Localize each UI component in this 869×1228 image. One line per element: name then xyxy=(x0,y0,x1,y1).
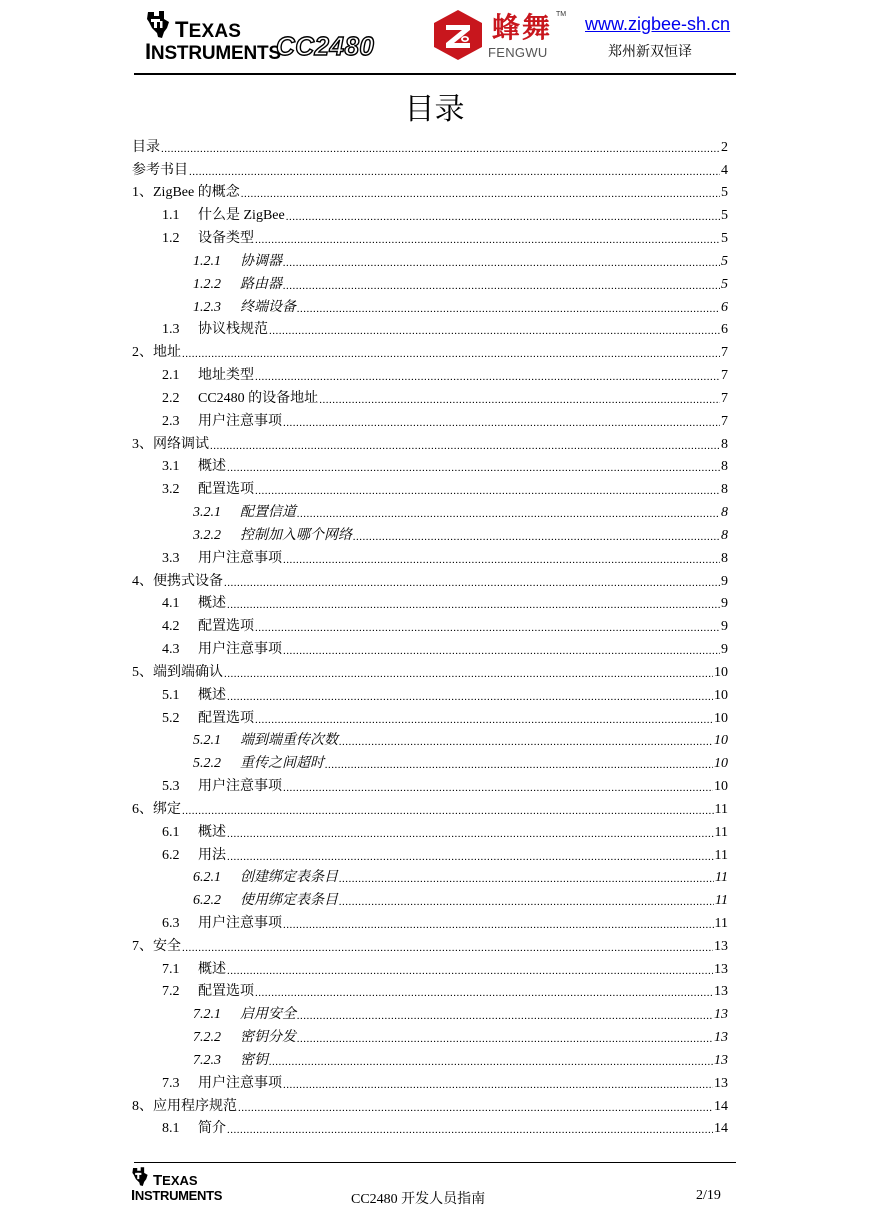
toc-entry[interactable] xyxy=(132,157,728,180)
toc-entry-page: 10 xyxy=(714,733,728,749)
toc-entry-text: 网络调试 xyxy=(153,436,209,452)
toc-entry[interactable] xyxy=(132,134,728,157)
toc-entry-label xyxy=(162,367,254,385)
toc-entry[interactable] xyxy=(132,796,728,819)
toc-entry[interactable] xyxy=(132,180,728,203)
toc-entry-number: 6、 xyxy=(132,801,153,817)
ti-wordmark-line2: INSTRUMENTS xyxy=(131,1187,223,1204)
toc-entry-number: 1.2 xyxy=(162,231,180,247)
toc-entry-page: 9 xyxy=(721,642,728,658)
toc-entry-text: 概述 xyxy=(198,961,226,977)
toc-entry-text: 用户注意事项 xyxy=(198,413,282,429)
toc-entry-label xyxy=(193,527,352,545)
toc-entry-label xyxy=(162,961,226,979)
toc-leader-dots xyxy=(182,346,720,362)
toc-entry-text: 绑定 xyxy=(153,801,181,817)
toc-entry[interactable] xyxy=(132,522,728,545)
toc-entry-number: 4、 xyxy=(132,573,153,589)
toc-entry-page: 5 xyxy=(721,276,728,292)
toc-entry-text: 终端设备 xyxy=(240,299,296,315)
toc-entry-page: 10 xyxy=(714,664,728,680)
toc-entry-label xyxy=(132,344,181,362)
toc-entry-label xyxy=(162,710,254,728)
toc-entry-number: 8、 xyxy=(132,1098,153,1114)
toc-entry[interactable] xyxy=(132,294,728,317)
toc-entry-number: 1.2.3 xyxy=(193,299,221,315)
fengwu-logo xyxy=(432,9,582,61)
toc-entry-page: 7 xyxy=(721,390,728,406)
toc-leader-dots xyxy=(161,141,720,157)
toc-entry-text: 地址类型 xyxy=(198,368,254,384)
toc-entry-label xyxy=(162,983,254,1001)
toc-entry[interactable] xyxy=(132,499,728,522)
toc-entry-label xyxy=(132,162,188,180)
toc-entry-text: 路由器 xyxy=(240,276,282,292)
toc-entry[interactable] xyxy=(132,979,728,1002)
toc-entry-page: 4 xyxy=(721,162,728,178)
chip-name: CC2480 xyxy=(276,31,375,61)
toc-entry-label xyxy=(162,687,226,705)
toc-entry[interactable] xyxy=(132,682,728,705)
toc-entry-number: 6.3 xyxy=(162,915,180,931)
toc-entry-text: 启用安全 xyxy=(240,1007,296,1023)
toc-entry-page: 5 xyxy=(721,185,728,201)
toc-entry-text: 用户注意事项 xyxy=(198,550,282,566)
footer-divider xyxy=(134,1162,736,1163)
toc-leader-dots xyxy=(255,483,720,499)
toc-entry-number: 6.1 xyxy=(162,824,180,840)
toc-entry-page: 7 xyxy=(721,368,728,384)
toc-entry-label xyxy=(193,1052,268,1070)
toc-entry-label xyxy=(132,436,209,454)
toc-leader-dots xyxy=(297,301,720,317)
toc-leader-dots xyxy=(283,415,720,431)
toc-entry-text: 概述 xyxy=(198,824,226,840)
toc-entry-page: 11 xyxy=(715,893,728,909)
toc-entry-label xyxy=(162,618,254,636)
toc-entry[interactable] xyxy=(132,591,728,614)
toc-entry-page: 11 xyxy=(714,915,728,931)
toc-leader-dots xyxy=(224,575,720,591)
ti-wordmark-line2: INSTRUMENTS xyxy=(145,39,281,64)
toc-entry[interactable] xyxy=(132,568,728,591)
toc-leader-dots xyxy=(283,255,720,271)
website-link[interactable]: www.zigbee-sh.cn xyxy=(585,14,731,34)
toc-entry-number: 2.3 xyxy=(162,413,180,429)
toc-entry-label xyxy=(162,1120,226,1138)
toc-entry-page: 11 xyxy=(715,870,728,886)
header-location: 郑州新双恒译 xyxy=(608,44,692,60)
toc-entry[interactable] xyxy=(132,887,728,910)
toc-entry-text: 安全 xyxy=(153,938,181,954)
toc-entry[interactable] xyxy=(132,933,728,956)
toc-entry-number: 7.2 xyxy=(162,984,180,1000)
toc-entry-text: 简介 xyxy=(198,1121,226,1137)
toc-entry-label xyxy=(162,458,226,476)
toc-leader-dots xyxy=(227,849,714,865)
toc-entry-label xyxy=(162,413,282,431)
toc-leader-dots xyxy=(224,666,713,682)
ti-state-icon xyxy=(145,10,171,40)
toc-entry-number: 1.2.2 xyxy=(193,276,221,292)
toc-entry-number: 1.1 xyxy=(162,208,180,224)
toc-entry-label xyxy=(162,230,254,248)
toc-entry-label xyxy=(193,869,338,887)
toc-entry-text: 用户注意事项 xyxy=(198,1075,282,1091)
toc-entry-text: 配置信道 xyxy=(240,505,296,521)
toc-entry[interactable] xyxy=(132,773,728,796)
toc-leader-dots xyxy=(227,689,713,705)
toc-entry-page: 13 xyxy=(714,938,728,954)
toc-entry-text: 用户注意事项 xyxy=(198,642,282,658)
toc-leader-dots xyxy=(241,186,720,202)
toc-leader-dots xyxy=(227,460,720,476)
toc-entry-page: 5 xyxy=(721,231,728,247)
toc-entry-number: 5.3 xyxy=(162,779,180,795)
toc-entry[interactable] xyxy=(132,1116,728,1139)
toc-entry-number: 5.2 xyxy=(162,710,180,726)
toc-leader-dots xyxy=(182,940,713,956)
ti-state-icon xyxy=(131,1166,149,1188)
toc-entry[interactable] xyxy=(132,1047,728,1070)
toc-leader-dots xyxy=(297,1031,713,1047)
table-of-contents xyxy=(132,134,728,1138)
toc-entry[interactable] xyxy=(132,1070,728,1093)
toc-entry-number: 3、 xyxy=(132,436,153,452)
toc-entry-page: 13 xyxy=(714,961,728,977)
toc-entry-number: 6.2 xyxy=(162,847,180,863)
toc-entry-page: 10 xyxy=(714,710,728,726)
toc-entry-label xyxy=(162,847,226,865)
toc-entry[interactable] xyxy=(132,659,728,682)
toc-entry-page: 10 xyxy=(714,756,728,772)
toc-leader-dots xyxy=(283,1077,713,1093)
toc-leader-dots xyxy=(269,1054,713,1070)
toc-entry-number: 4.3 xyxy=(162,642,180,658)
toc-entry-page: 13 xyxy=(714,1030,728,1046)
toc-entry-page: 8 xyxy=(721,482,728,498)
toc-entry-text: 协调器 xyxy=(240,253,282,269)
toc-entry-number: 2、 xyxy=(132,345,153,361)
toc-entry-label xyxy=(193,299,296,317)
toc-entry-label xyxy=(193,504,296,522)
toc-entry-text: 用户注意事项 xyxy=(198,779,282,795)
toc-entry-label xyxy=(132,573,223,591)
toc-entry-page: 11 xyxy=(714,847,728,863)
toc-entry-text: 密钥分发 xyxy=(240,1030,296,1046)
toc-entry-number: 3.2.1 xyxy=(193,505,221,521)
toc-entry-page: 14 xyxy=(714,1098,728,1114)
toc-entry-label xyxy=(162,550,282,568)
toc-entry-page: 2 xyxy=(721,139,728,155)
toc-entry[interactable] xyxy=(132,750,728,773)
toc-leader-dots xyxy=(339,734,713,750)
toc-entry-number: 6.2.2 xyxy=(193,893,221,909)
toc-entry-page: 11 xyxy=(714,824,728,840)
footer-ti-logo xyxy=(131,1166,223,1206)
toc-entry-text: 控制加入哪个网络 xyxy=(240,527,352,543)
toc-entry-number: 5、 xyxy=(132,664,153,680)
toc-entry-text: 应用程序规范 xyxy=(153,1098,237,1114)
toc-entry-number: 3.2 xyxy=(162,482,180,498)
toc-entry[interactable] xyxy=(132,910,728,933)
toc-entry[interactable] xyxy=(132,1093,728,1116)
toc-entry[interactable] xyxy=(132,865,728,888)
toc-entry-text: 概述 xyxy=(198,596,226,612)
toc-entry-number: 1.2.1 xyxy=(193,253,221,269)
toc-entry[interactable] xyxy=(132,728,728,751)
toc-entry-number: 3.2.2 xyxy=(193,527,221,543)
toc-entry-label xyxy=(162,321,268,339)
toc-leader-dots xyxy=(283,278,720,294)
toc-entry[interactable] xyxy=(132,408,728,431)
toc-entry-page: 7 xyxy=(721,413,728,429)
brand-name-en: FENGWU xyxy=(488,45,548,60)
toc-entry-number: 7、 xyxy=(132,938,153,954)
toc-entry-text: 什么是 ZigBee xyxy=(198,208,285,224)
toc-entry-text: 设备类型 xyxy=(198,231,254,247)
toc-leader-dots xyxy=(269,323,720,339)
page-title: 目录 xyxy=(404,92,465,127)
toc-entry-label xyxy=(193,732,338,750)
toc-entry-label xyxy=(162,390,318,408)
toc-entry-text: 创建绑定表条目 xyxy=(240,870,338,886)
toc-leader-dots xyxy=(227,963,713,979)
toc-entry-text: 地址 xyxy=(153,345,181,361)
toc-entry[interactable] xyxy=(132,454,728,477)
toc-entry-page: 7 xyxy=(721,345,728,361)
toc-entry-number: 2.1 xyxy=(162,368,180,384)
toc-leader-dots xyxy=(283,552,720,568)
toc-entry[interactable] xyxy=(132,431,728,454)
toc-entry-text: 协议栈规范 xyxy=(198,322,268,338)
toc-leader-dots xyxy=(255,712,713,728)
toc-entry-number: 1、 xyxy=(132,185,153,201)
toc-entry-number: 8.1 xyxy=(162,1121,180,1137)
toc-entry-text: 配置选项 xyxy=(198,619,254,635)
toc-entry-label xyxy=(162,915,282,933)
toc-entry-text: 密钥 xyxy=(240,1052,268,1068)
toc-entry-label xyxy=(132,184,240,202)
toc-entry-page: 9 xyxy=(721,596,728,612)
toc-entry[interactable] xyxy=(132,317,728,340)
toc-entry-text: 重传之间超时 xyxy=(240,756,324,772)
toc-entry-page: 9 xyxy=(721,573,728,589)
toc-leader-dots xyxy=(283,917,714,933)
toc-entry-text: 概述 xyxy=(198,687,226,703)
footer-page-number: 2/19 xyxy=(696,1188,721,1203)
toc-entry-label xyxy=(193,892,338,910)
toc-entry-label xyxy=(193,253,282,271)
toc-leader-dots xyxy=(325,757,713,773)
fengwu-z-icon xyxy=(432,9,484,61)
toc-entry[interactable] xyxy=(132,636,728,659)
header-divider xyxy=(134,73,736,75)
toc-leader-dots xyxy=(319,392,720,408)
toc-entry-number: 5.2.1 xyxy=(193,733,221,749)
toc-leader-dots xyxy=(227,597,720,613)
toc-entry-label xyxy=(193,1006,296,1024)
toc-entry-number: 7.2.2 xyxy=(193,1030,221,1046)
toc-entry-text: 概述 xyxy=(198,459,226,475)
toc-entry-page: 10 xyxy=(714,687,728,703)
toc-leader-dots xyxy=(339,871,714,887)
toc-entry-page: 8 xyxy=(721,436,728,452)
toc-entry-label xyxy=(193,755,324,773)
toc-leader-dots xyxy=(189,164,720,180)
toc-entry-text: 用户注意事项 xyxy=(198,915,282,931)
toc-entry-label xyxy=(132,801,181,819)
toc-entry[interactable] xyxy=(132,1001,728,1024)
ti-logo xyxy=(145,10,281,68)
toc-leader-dots xyxy=(297,506,720,522)
toc-entry-label xyxy=(132,139,160,157)
toc-entry-label xyxy=(132,664,223,682)
toc-entry-label xyxy=(162,481,254,499)
toc-entry-label xyxy=(193,276,282,294)
toc-entry-page: 13 xyxy=(714,1007,728,1023)
toc-leader-dots xyxy=(182,803,714,819)
toc-entry-number: 6.2.1 xyxy=(193,870,221,886)
toc-entry-text: CC2480 的设备地址 xyxy=(198,390,319,406)
toc-entry-number: 5.1 xyxy=(162,687,180,703)
ti-wordmark-line1: TEXAS xyxy=(153,1172,198,1189)
toc-entry-page: 8 xyxy=(721,550,728,566)
toc-leader-dots xyxy=(339,894,714,910)
toc-leader-dots xyxy=(210,438,720,454)
toc-entry-page: 8 xyxy=(721,459,728,475)
toc-entry[interactable] xyxy=(132,385,728,408)
toc-entry-label xyxy=(132,938,181,956)
toc-entry[interactable] xyxy=(132,339,728,362)
toc-entry-text: 端到端重传次数 xyxy=(240,733,338,749)
toc-entry-number: 7.2.1 xyxy=(193,1007,221,1023)
toc-entry[interactable] xyxy=(132,1024,728,1047)
toc-entry-page: 6 xyxy=(721,322,728,338)
toc-entry[interactable] xyxy=(132,705,728,728)
toc-entry-label xyxy=(162,824,226,842)
toc-entry-page: 9 xyxy=(721,619,728,635)
toc-entry-label xyxy=(132,1098,237,1116)
toc-entry-number: 4.2 xyxy=(162,619,180,635)
toc-entry-text: 配置选项 xyxy=(198,482,254,498)
toc-entry-text: 目录 xyxy=(132,139,160,155)
toc-entry[interactable] xyxy=(132,545,728,568)
toc-entry-text: 用法 xyxy=(198,847,226,863)
toc-leader-dots xyxy=(283,780,713,796)
toc-leader-dots xyxy=(255,369,720,385)
toc-entry-page: 8 xyxy=(721,505,728,521)
toc-leader-dots xyxy=(297,1008,713,1024)
toc-leader-dots xyxy=(255,232,720,248)
toc-entry-number: 4.1 xyxy=(162,596,180,612)
toc-entry-page: 8 xyxy=(721,527,728,543)
toc-entry-text: 端到端确认 xyxy=(153,664,223,680)
toc-entry-label xyxy=(162,595,226,613)
ti-wordmark-line1: TEXAS xyxy=(175,17,242,42)
toc-entry-number: 3.3 xyxy=(162,550,180,566)
toc-entry-label xyxy=(162,641,282,659)
toc-leader-dots xyxy=(255,620,720,636)
toc-entry-text: 使用绑定表条目 xyxy=(240,893,338,909)
toc-entry-text: ZigBee 的概念 xyxy=(153,185,240,201)
toc-entry-text: 参考书目 xyxy=(132,162,188,178)
toc-entry[interactable] xyxy=(132,819,728,842)
page-header xyxy=(0,0,869,80)
toc-entry[interactable] xyxy=(132,362,728,385)
toc-entry[interactable] xyxy=(132,202,728,225)
toc-entry[interactable] xyxy=(132,613,728,636)
toc-entry[interactable] xyxy=(132,248,728,271)
toc-entry-number: 1.3 xyxy=(162,322,180,338)
toc-entry-page: 10 xyxy=(714,779,728,795)
toc-leader-dots xyxy=(255,985,713,1001)
toc-leader-dots xyxy=(283,643,720,659)
toc-entry-label xyxy=(193,1029,296,1047)
toc-entry-number: 7.1 xyxy=(162,961,180,977)
toc-entry-label xyxy=(162,778,282,796)
toc-entry[interactable] xyxy=(132,842,728,865)
toc-entry-text: 配置选项 xyxy=(198,710,254,726)
footer-doc-title: CC2480 开发人员指南 xyxy=(351,1192,486,1207)
toc-entry-label xyxy=(162,207,285,225)
toc-entry-label xyxy=(162,1075,282,1093)
toc-entry-text: 配置选项 xyxy=(198,984,254,1000)
brand-name-cn: 蜂舞 xyxy=(492,11,553,44)
toc-leader-dots xyxy=(286,209,720,225)
toc-entry[interactable] xyxy=(132,271,728,294)
toc-entry[interactable] xyxy=(132,956,728,979)
toc-entry-page: 6 xyxy=(721,299,728,315)
toc-leader-dots xyxy=(227,1122,713,1138)
toc-entry-number: 3.1 xyxy=(162,459,180,475)
toc-entry-number: 7.3 xyxy=(162,1075,180,1091)
toc-entry-number: 7.2.3 xyxy=(193,1052,221,1068)
trademark-mark: TM xyxy=(556,11,567,18)
toc-entry-number: 2.2 xyxy=(162,390,180,406)
toc-entry-number: 5.2.2 xyxy=(193,756,221,772)
toc-entry-page: 5 xyxy=(721,208,728,224)
toc-entry-page: 13 xyxy=(714,1075,728,1091)
toc-entry-page: 14 xyxy=(714,1121,728,1137)
toc-entry-page: 13 xyxy=(714,1052,728,1068)
toc-entry-page: 5 xyxy=(721,253,728,269)
toc-entry[interactable] xyxy=(132,225,728,248)
toc-leader-dots xyxy=(238,1100,713,1116)
toc-leader-dots xyxy=(227,826,714,842)
toc-entry-page: 13 xyxy=(714,984,728,1000)
toc-entry-text: 便携式设备 xyxy=(153,573,223,589)
toc-entry-page: 11 xyxy=(714,801,728,817)
toc-entry[interactable] xyxy=(132,476,728,499)
toc-leader-dots xyxy=(353,529,720,545)
